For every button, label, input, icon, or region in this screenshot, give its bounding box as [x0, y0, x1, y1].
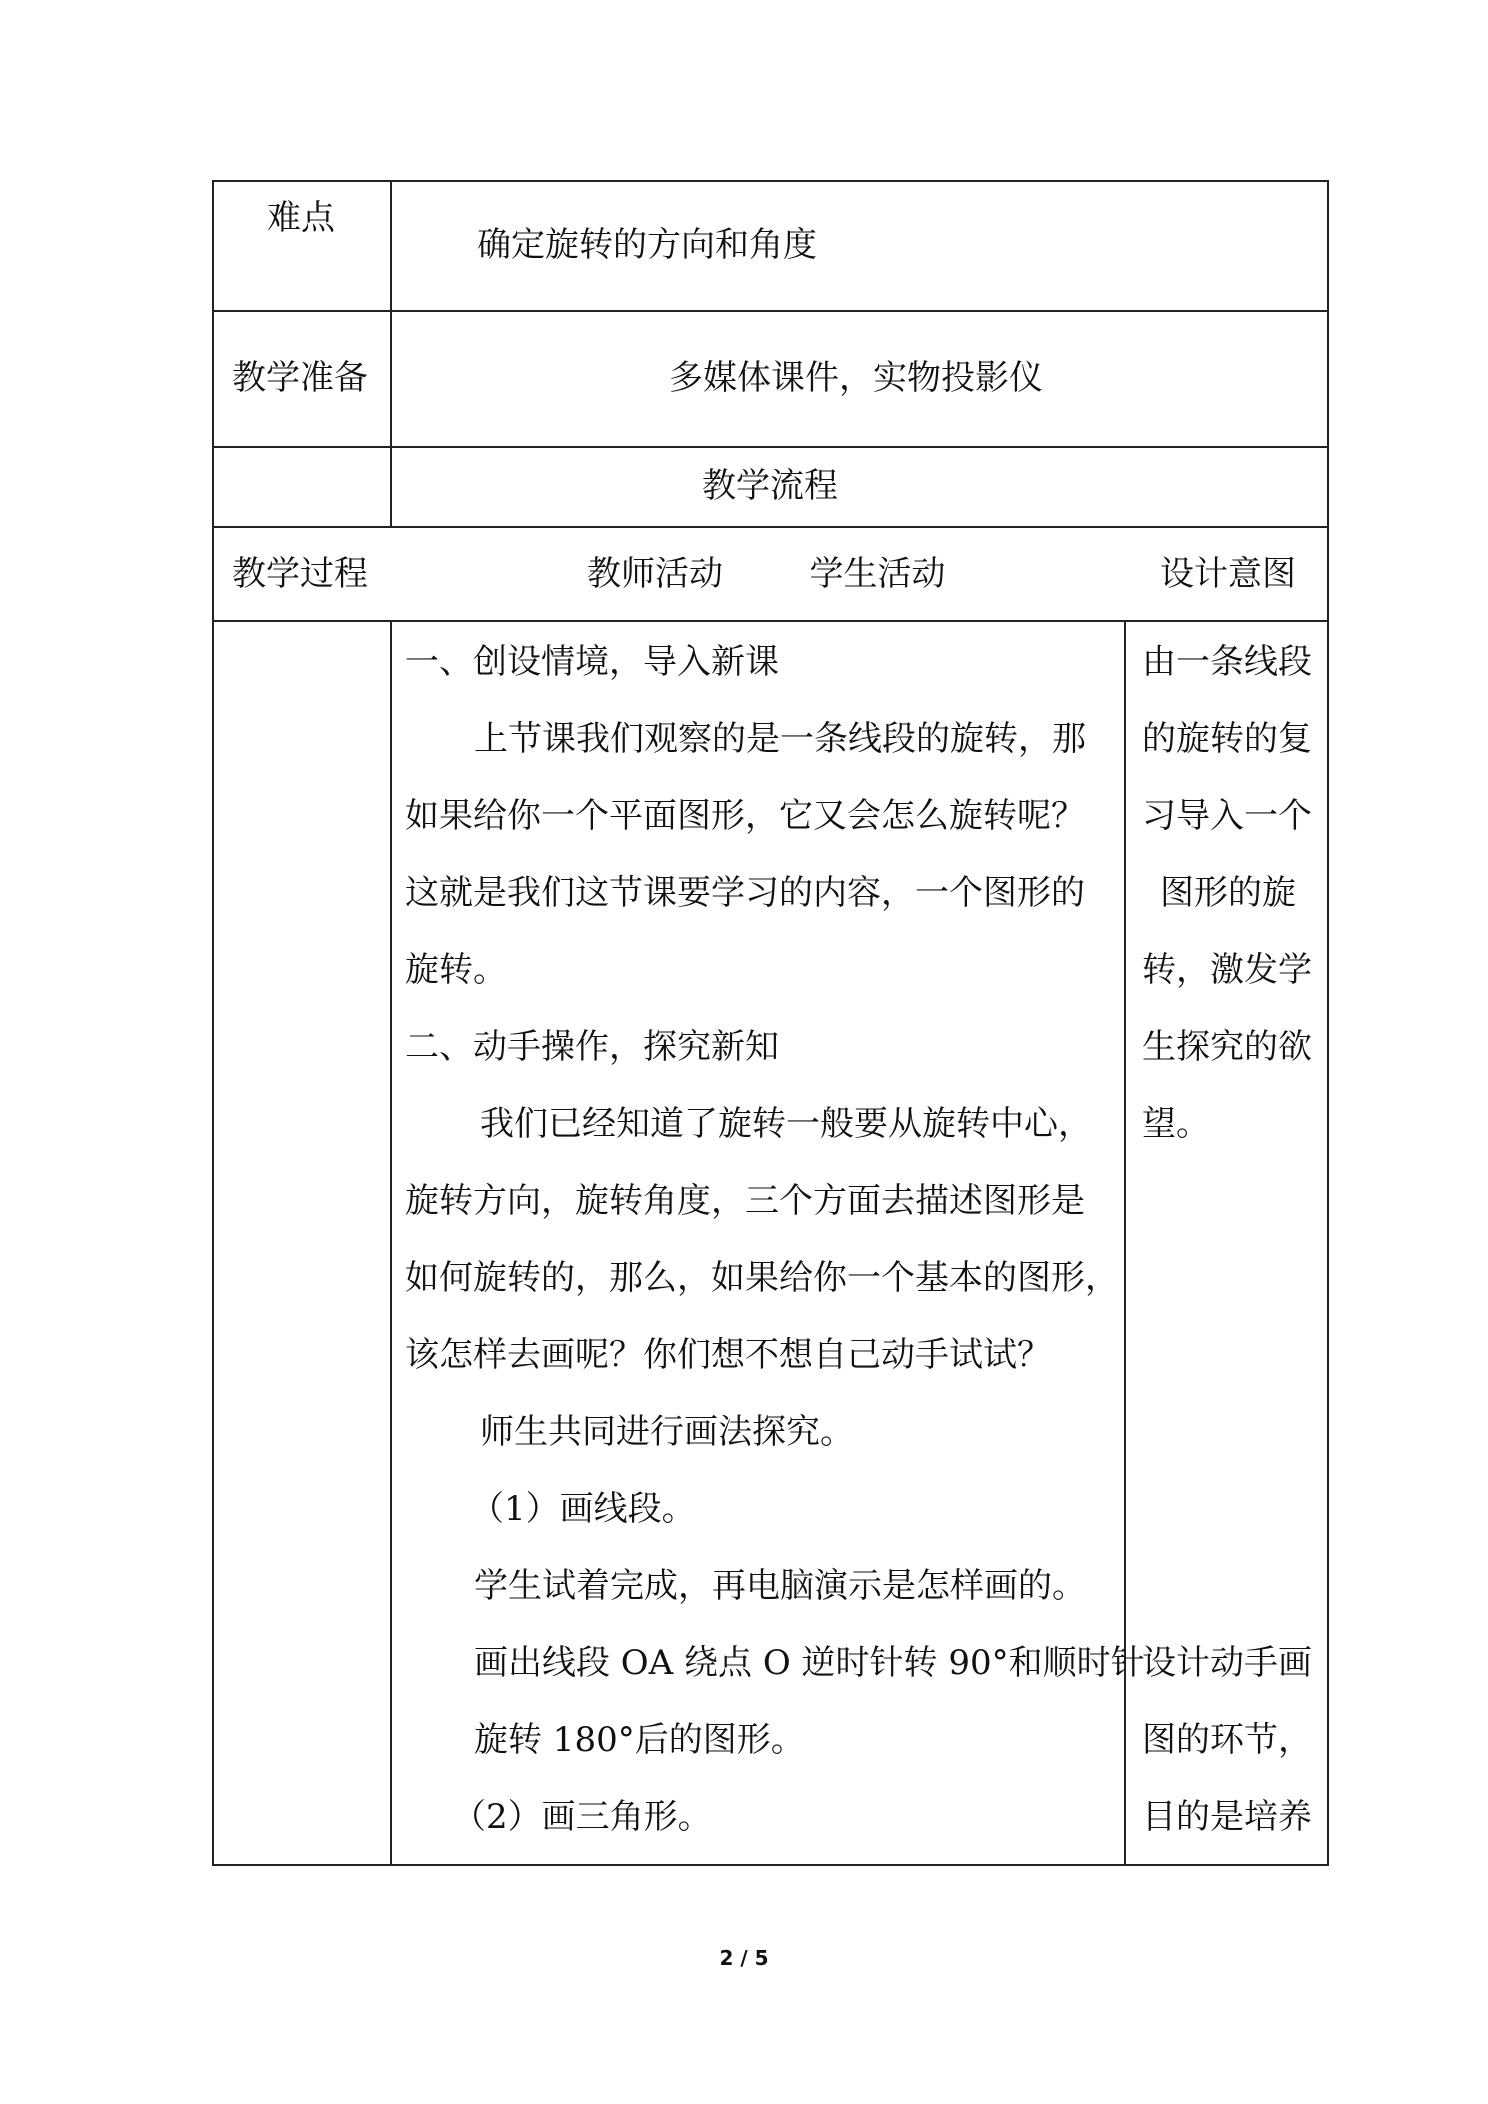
difficulty-content: 确定旋转的方向和角度 — [477, 225, 817, 265]
paragraph-line: 如何旋转的，那么，如果给你一个基本的图形， — [405, 1258, 1119, 1298]
table-rule — [390, 620, 392, 1866]
intent-line: 的旋转的复 — [1142, 719, 1312, 759]
table-rule — [212, 446, 1329, 448]
table-rule — [212, 1864, 1329, 1866]
paragraph-line: 如果给你一个平面图形，它又会怎么旋转呢？ — [405, 796, 1085, 836]
intent-line: 转，激发学 — [1142, 950, 1312, 990]
section-heading: 二、动手操作，探究新知 — [405, 1027, 779, 1067]
paragraph-line: 我们已经知道了旋转一般要从旋转中心， — [480, 1104, 1092, 1144]
preparation-label: 教学准备 — [232, 358, 368, 398]
table-rule — [1327, 180, 1329, 1866]
paragraph-line: 上节课我们观察的是一条线段的旋转，那 — [474, 719, 1086, 759]
intent-column-header: 设计意图 — [1160, 554, 1296, 594]
intent-line: 习导入一个 — [1142, 796, 1312, 836]
paragraph-line: 师生共同进行画法探究。 — [480, 1412, 854, 1452]
intent-line: 目的是培养 — [1142, 1797, 1312, 1837]
intent-line: 设计动手画 — [1142, 1643, 1312, 1683]
table-rule — [212, 180, 214, 1866]
activity-column-header: 教师活动 学生活动 — [587, 554, 946, 594]
intent-line: 图形的旋 — [1160, 873, 1296, 913]
flow-heading: 教学流程 — [702, 466, 838, 506]
paragraph-line: 该怎样去画呢？你们想不想自己动手试试？ — [405, 1335, 1051, 1375]
paragraph-line: 旋转方向，旋转角度，三个方面去描述图形是 — [405, 1181, 1085, 1221]
intent-line: 望。 — [1142, 1104, 1210, 1144]
paragraph-line: （1）画线段。 — [470, 1489, 696, 1529]
table-rule — [212, 310, 1329, 312]
table-rule — [212, 180, 1329, 182]
section-heading: 一、创设情境，导入新课 — [405, 642, 779, 682]
paragraph-line: 学生试着完成，再电脑演示是怎样画的。 — [474, 1566, 1086, 1606]
intent-line: 图的环节， — [1142, 1720, 1312, 1760]
table-rule — [212, 620, 1329, 622]
lesson-plan-table — [212, 180, 1329, 1866]
difficulty-label: 难点 — [267, 198, 335, 238]
page-number: 2 / 5 — [719, 1946, 769, 1970]
intent-line: 生探究的欲 — [1142, 1027, 1312, 1067]
intent-line: 由一条线段 — [1142, 642, 1312, 682]
paragraph-line: 旋转。 — [405, 950, 507, 990]
process-column-header: 教学过程 — [232, 554, 368, 594]
paragraph-line: 画出线段 OA 绕点 O 逆时针转 90°和顺时针 — [474, 1643, 1145, 1683]
preparation-content: 多媒体课件，实物投影仪 — [669, 358, 1043, 398]
paragraph-line: （2）画三角形。 — [452, 1797, 712, 1837]
paragraph-line: 旋转 180°后的图形。 — [474, 1720, 805, 1760]
paragraph-line: 这就是我们这节课要学习的内容，一个图形的 — [405, 873, 1085, 913]
table-rule — [390, 180, 392, 526]
table-rule — [212, 526, 1329, 528]
